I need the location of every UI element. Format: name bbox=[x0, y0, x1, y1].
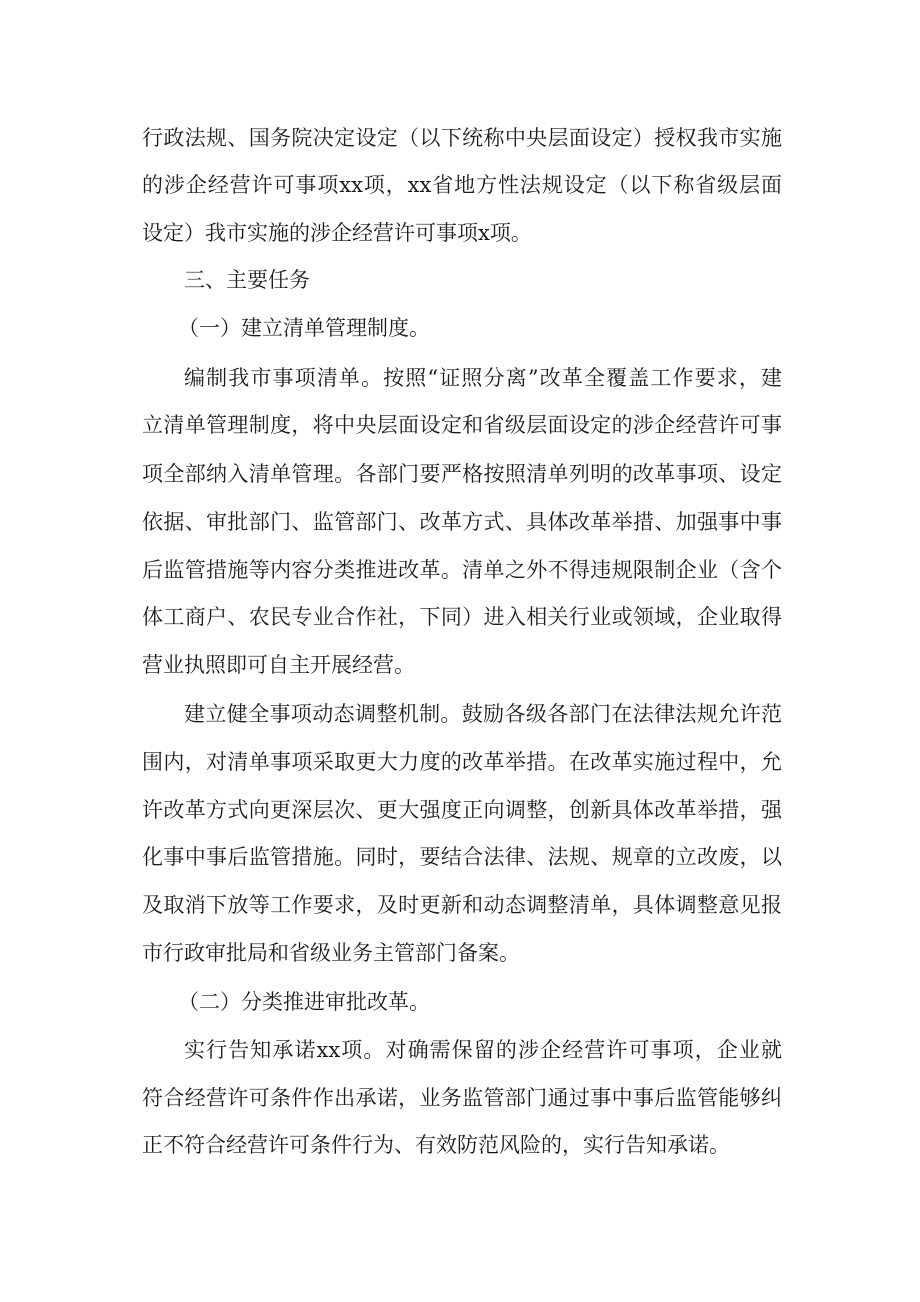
paragraph-line: 立清单管理制度，将中央层面设定和省级层面设定的涉企经营许可事 bbox=[142, 413, 782, 437]
paragraph-line: 的涉企经营许可事项xx项，xx省地方性法规设定（以下称省级层面 bbox=[142, 173, 782, 197]
section-heading: 三、主要任务 bbox=[184, 268, 310, 292]
paragraph-line: 许改革方式向更深层次、更大强度正向调整，创新具体改革举措，强 bbox=[142, 798, 782, 822]
subsection-heading: （二）分类推进审批改革。 bbox=[178, 990, 430, 1014]
subsection-heading: （一）建立清单管理制度。 bbox=[178, 316, 430, 340]
paragraph-line: 营业执照即可自主开展经营。 bbox=[142, 653, 415, 677]
paragraph-line: 市行政审批局和省级业务主管部门备案。 bbox=[142, 941, 520, 965]
paragraph-line: 符合经营许可条件作出承诺，业务监管部门通过事中事后监管能够纠 bbox=[142, 1086, 782, 1110]
paragraph-line: 后监管措施等内容分类推进改革。清单之外不得违规限制企业（含个 bbox=[142, 558, 782, 582]
paragraph-line: 项全部纳入清单管理。各部门要严格按照清单列明的改革事项、设定 bbox=[142, 462, 782, 486]
paragraph-line: 建立健全事项动态调整机制。鼓励各级各部门在法律法规允许范 bbox=[184, 702, 782, 726]
paragraph-line: 围内，对清单事项采取更大力度的改革举措。在改革实施过程中，允 bbox=[142, 750, 782, 774]
paragraph-line: 行政法规、国务院决定设定（以下统称中央层面设定）授权我市实施 bbox=[142, 126, 782, 150]
paragraph-line: 实行告知承诺xx项。对确需保留的涉企经营许可事项，企业就 bbox=[184, 1038, 782, 1062]
paragraph-line: 编制我市事项清单。按照“证照分离”改革全覆盖工作要求，建 bbox=[184, 366, 782, 390]
paragraph-line: 依据、审批部门、监管部门、改革方式、具体改革举措、加强事中事 bbox=[142, 510, 782, 534]
paragraph-line: 设定）我市实施的涉企经营许可事项x项。 bbox=[142, 221, 532, 245]
paragraph-line: 体工商户、农民专业合作社，下同）进入相关行业或领域，企业取得 bbox=[142, 605, 782, 629]
paragraph-line: 化事中事后监管措施。同时，要结合法律、法规、规章的立改废，以 bbox=[142, 845, 782, 869]
paragraph-line: 及取消下放等工作要求，及时更新和动态调整清单，具体调整意见报 bbox=[142, 893, 782, 917]
paragraph-line: 正不符合经营许可条件行为、有效防范风险的，实行告知承诺。 bbox=[142, 1133, 730, 1157]
